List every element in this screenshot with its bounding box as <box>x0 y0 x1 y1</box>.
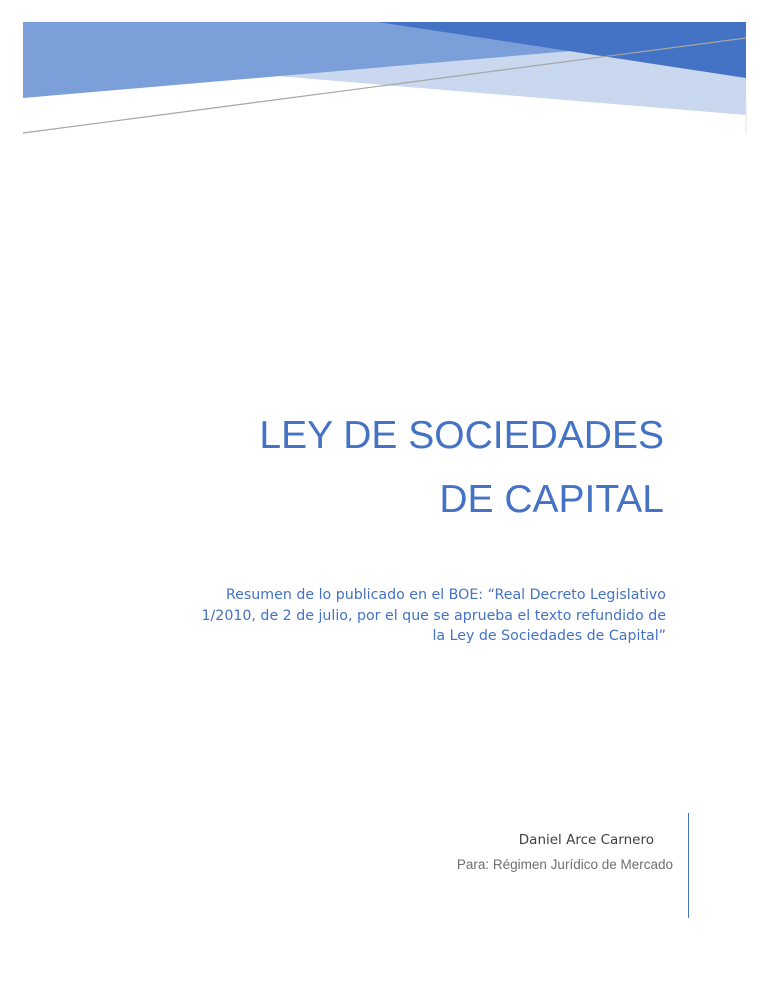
subtitle-line-3: la Ley de Sociedades de Capital” <box>432 628 666 644</box>
subtitle-line-1: Resumen de lo publicado en el BOE: “Real Decreto Legislativo <box>225 587 666 603</box>
header-banner <box>0 0 768 150</box>
document-title-line-1: LEY DE SOCIEDADES <box>259 414 664 457</box>
author-purpose: Para: Régimen Jurídico de Mercado <box>456 857 673 872</box>
document-title-line-2: DE CAPITAL <box>439 478 664 521</box>
subtitle-line-2: 1/2010, de 2 de julio, por el que se aprueba el texto refundido de <box>201 607 666 624</box>
author-block <box>360 830 680 874</box>
document-subtitle <box>186 585 666 647</box>
author-name: Daniel Arce Carnero <box>518 832 654 848</box>
author-vertical-rule <box>688 813 689 918</box>
